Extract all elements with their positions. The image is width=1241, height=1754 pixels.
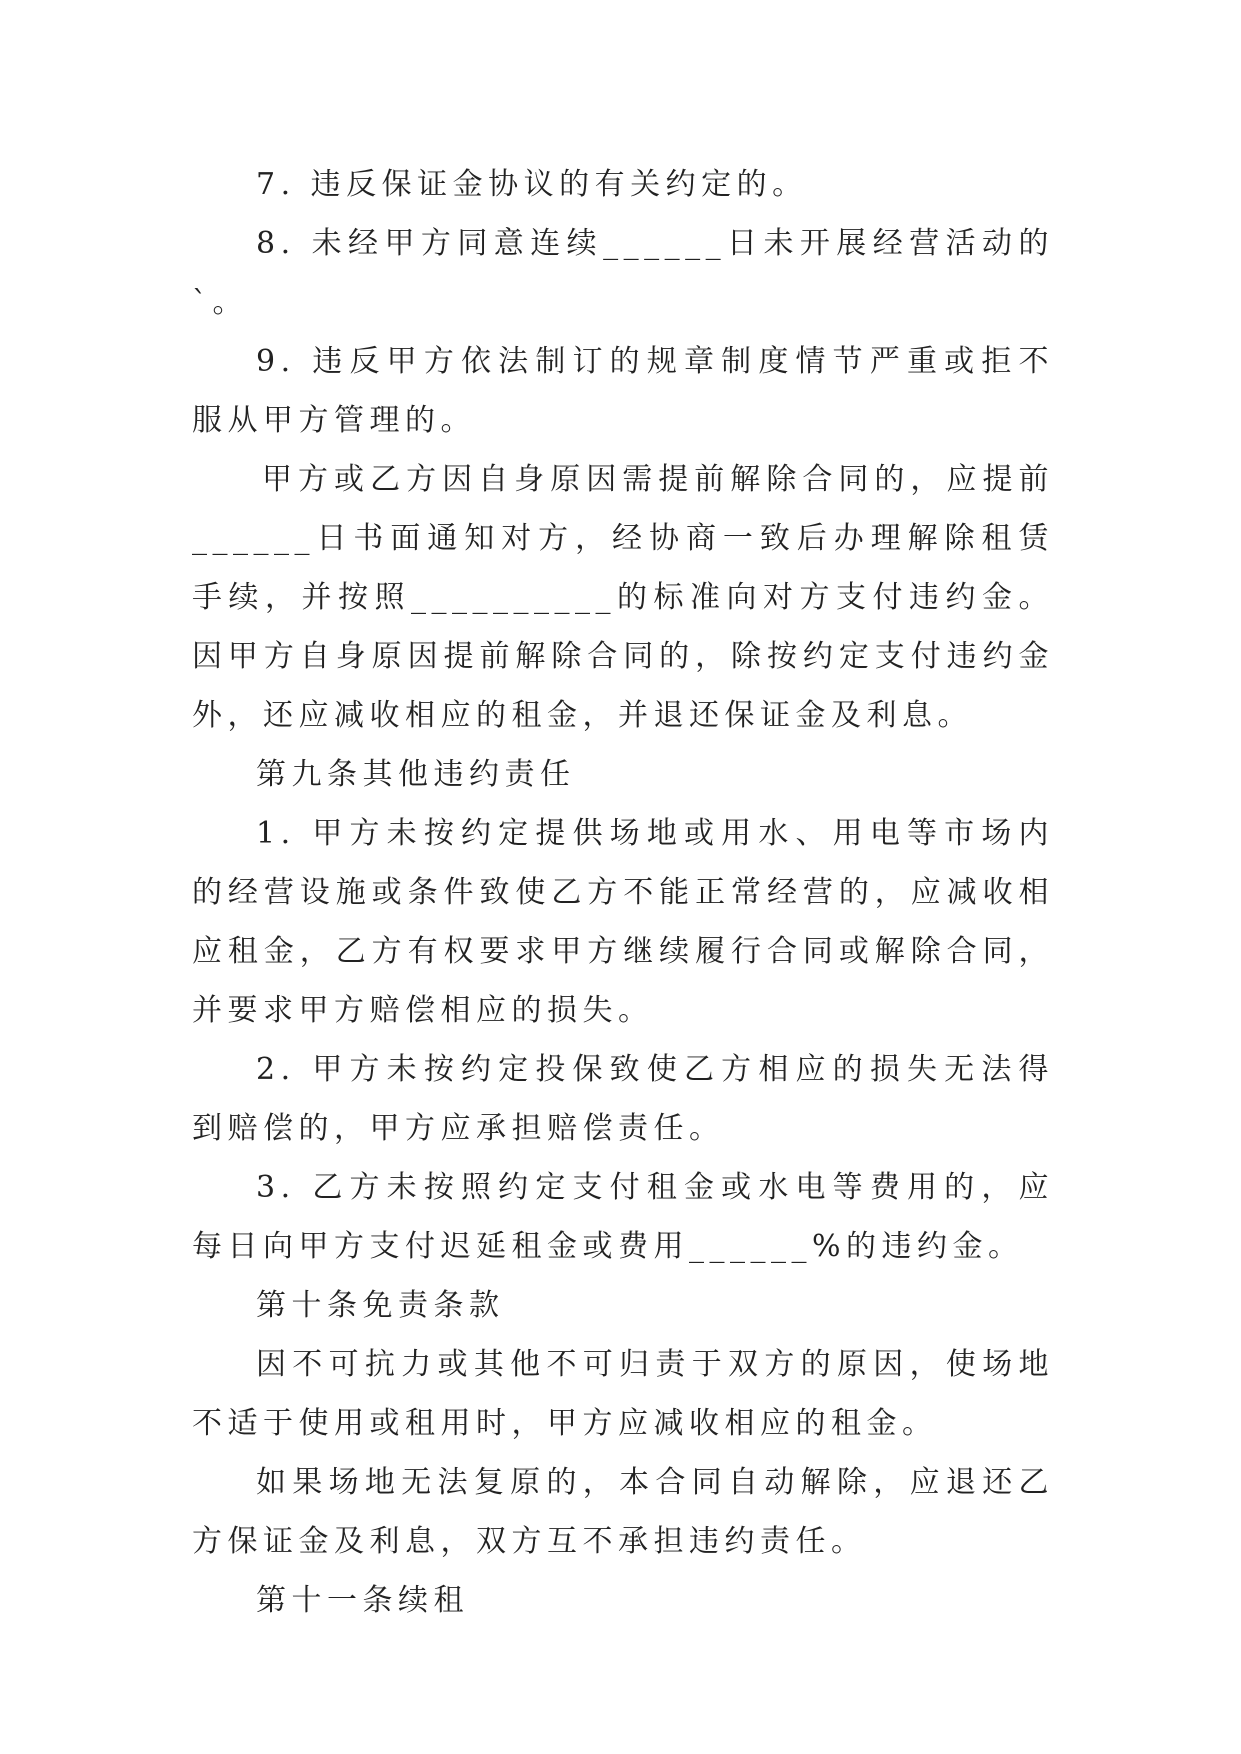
- article-10-auto-termination: 如果场地无法复原的，本合同自动解除，应退还乙方保证金及利息，双方互不承担违约责任。: [192, 1465, 1054, 1559]
- article-9-item-3: 3. 乙方未按照约定支付租金或水电等费用的，应每日向甲方支付迟延租金或费用______%的违约金。: [192, 1170, 1054, 1264]
- clause-8-no-business-activity: 8. 未经甲方同意连续______日未开展经营活动的`。: [192, 226, 1054, 320]
- article-9-item-2: 2. 甲方未按约定投保致使乙方相应的损失无法得到赔偿的，甲方应承担赔偿责任。: [192, 1052, 1054, 1146]
- article-9-item-1: 1. 甲方未按约定提供场地或用水、用电等市场内的经营设施或条件致使乙方不能正常经营的，应减收相应租金，乙方有权要求甲方继续履行合同或解除合同，并要求甲方赔偿相应的损失。: [192, 816, 1054, 1028]
- clause-7-breach-deposit-agreement: 7. 违反保证金协议的有关约定的。: [256, 167, 808, 202]
- document-body: [192, 155, 1054, 1630]
- article-11-heading: 第十一条续租: [256, 1583, 469, 1618]
- article-10-force-majeure: 因不可抗力或其他不可归责于双方的原因，使场地不适于使用或租用时，甲方应减收相应的租金。: [192, 1347, 1054, 1441]
- article-9-heading: 第九条其他违约责任: [256, 757, 576, 792]
- article-10-heading: 第十条免责条款: [256, 1288, 505, 1323]
- clause-9-violate-regulations: 9. 违反甲方依法制订的规章制度情节严重或拒不服从甲方管理的。: [192, 344, 1054, 438]
- early-termination-paragraph: 甲方或乙方因自身原因需提前解除合同的，应提前______日书面通知对方，经协商一致后办理解除租赁手续，并按照__________的标准向对方支付违约金。因甲方自身原因提前解除合同的，除按约定支付违约金外，还应减收相应的租金，并退还保证金及利息。: [192, 462, 1054, 733]
